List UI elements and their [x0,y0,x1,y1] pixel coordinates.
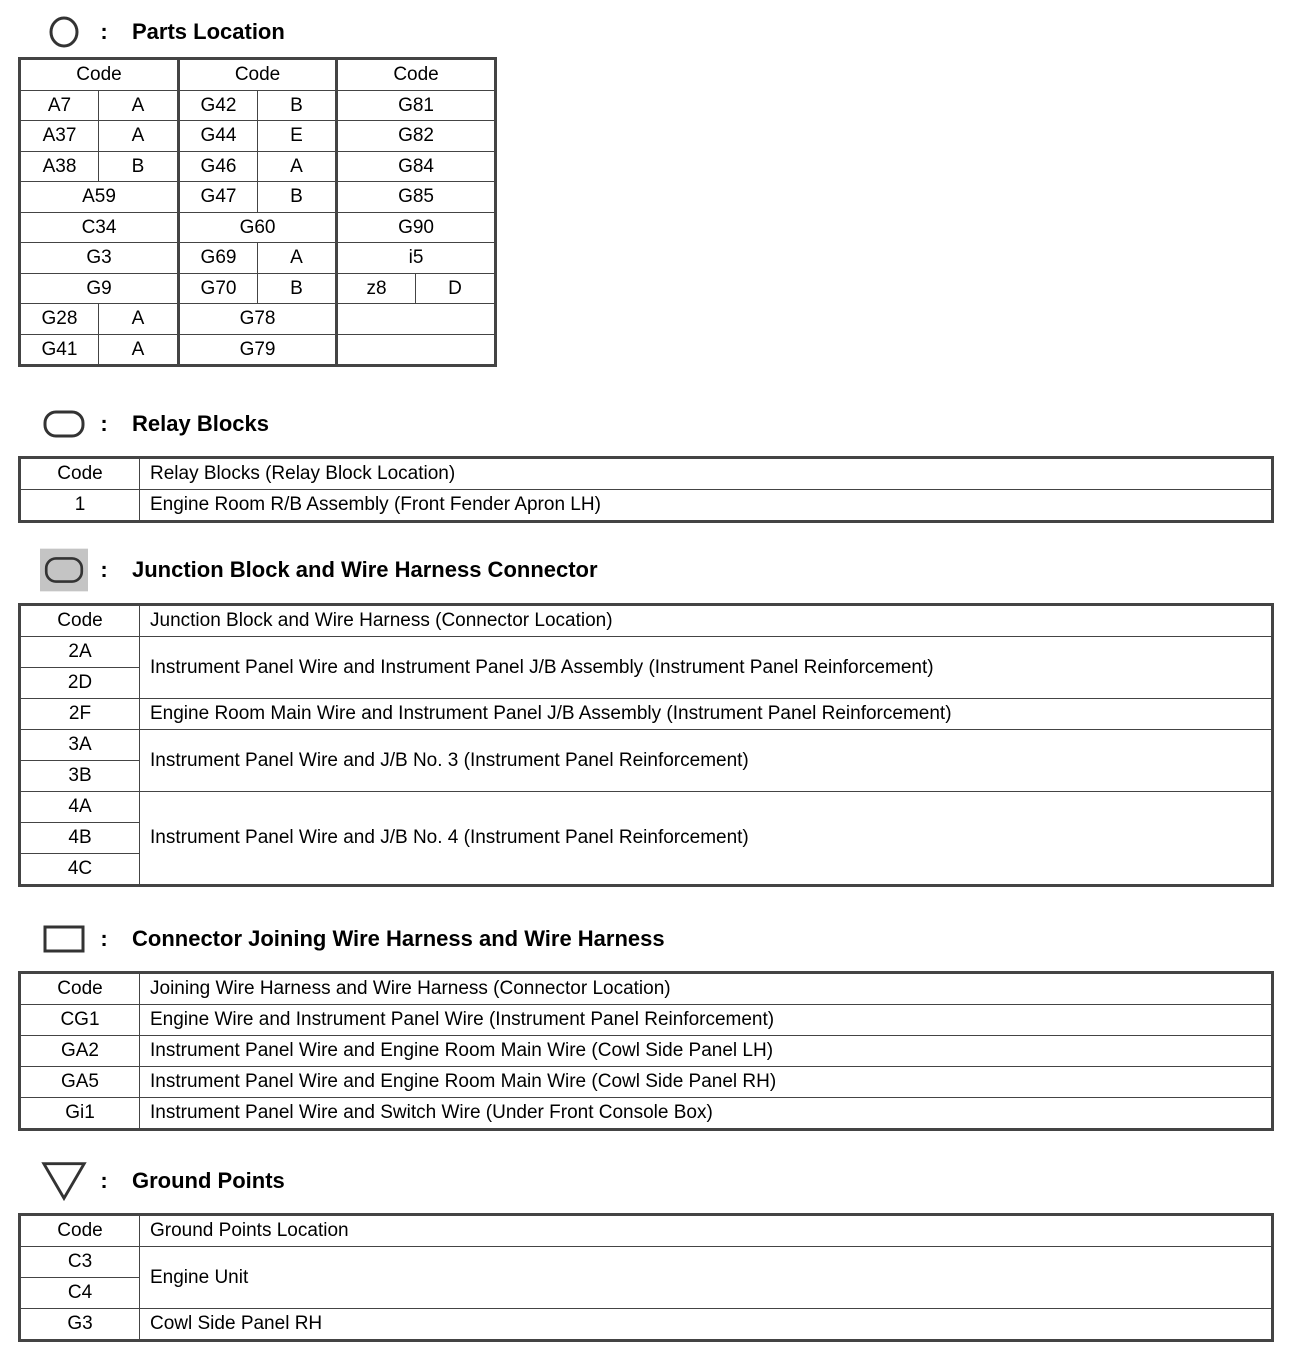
row-code: C3 [20,1247,140,1278]
part-location-letter: D [416,273,496,304]
table-header-row [20,973,1273,1005]
part-code: G90 [337,212,496,243]
part-code: G81 [337,90,496,121]
row-description: Instrument Panel Wire and Switch Wire (Under Front Console Box) [140,1098,1273,1130]
row-description: Instrument Panel Wire and J/B No. 4 (Instrument Panel Reinforcement) [140,792,1273,886]
part-code: G41 [20,334,99,366]
part-code [337,304,496,335]
column-header-code: Code [20,605,140,637]
part-location-letter: A [258,243,337,274]
section-title: Ground Points [132,1168,285,1193]
part-code: G28 [20,304,99,335]
part-location-letter: B [99,151,179,182]
row-code: 2A [20,637,140,668]
row-code: 3B [20,761,140,792]
table-row [20,121,496,152]
table-row [20,1309,1273,1341]
table-row [20,304,496,335]
table-row [20,792,1273,823]
column-header: Code [179,59,337,91]
part-code: G44 [179,121,258,152]
connector-joining-heading [40,919,665,959]
part-code: G70 [179,273,258,304]
table-row [20,90,496,121]
part-location-letter: A [258,151,337,182]
part-code: A7 [20,90,99,121]
part-code: G84 [337,151,496,182]
section-title: Junction Block and Wire Harness Connector [132,557,598,582]
column-header: Code [20,59,179,91]
table-row [20,1247,1273,1278]
part-code: G78 [179,304,337,335]
part-code: G9 [20,273,179,304]
part-code: G79 [179,334,337,366]
part-location-letter: A [99,90,179,121]
part-code: z8 [337,273,416,304]
section-title: Relay Blocks [132,411,269,436]
row-description: Instrument Panel Wire and Engine Room Main Wire (Cowl Side Panel LH) [140,1036,1273,1067]
column-header-code: Code [20,458,140,490]
row-code: GA5 [20,1067,140,1098]
part-location-letter: B [258,182,337,213]
table-header-row [20,59,496,91]
table-header-row [20,605,1273,637]
part-code: G3 [20,243,179,274]
part-location-letter: B [258,273,337,304]
section-title: Parts Location [132,19,285,44]
table-row [20,1036,1273,1067]
table-row [20,1067,1273,1098]
part-code: A38 [20,151,99,182]
heading-colon: : [100,926,108,951]
part-code: G60 [179,212,337,243]
row-description: Engine Unit [140,1247,1273,1309]
row-code: GA2 [20,1036,140,1067]
row-code: C4 [20,1278,140,1309]
parts-location-table [18,57,497,367]
circle-icon [40,12,88,52]
triangle-down-icon [40,1161,88,1201]
part-location-letter: A [99,304,179,335]
row-code: 4B [20,823,140,854]
part-code: A37 [20,121,99,152]
row-description: Instrument Panel Wire and Engine Room Main Wire (Cowl Side Panel RH) [140,1067,1273,1098]
table-row [20,212,496,243]
table-row [20,699,1273,730]
rounded-rect-icon [40,404,88,444]
table-row [20,151,496,182]
row-description: Engine Room R/B Assembly (Front Fender Apron LH) [140,490,1273,522]
table-row [20,273,496,304]
table-header-row [20,1215,1273,1247]
part-location-letter: B [258,90,337,121]
row-code: 2D [20,668,140,699]
row-description: Cowl Side Panel RH [140,1309,1273,1341]
table-row [20,490,1273,522]
row-code: G3 [20,1309,140,1341]
column-header-description: Relay Blocks (Relay Block Location) [140,458,1273,490]
table-row [20,243,496,274]
square-icon [40,919,88,959]
row-description: Instrument Panel Wire and J/B No. 3 (Instrument Panel Reinforcement) [140,730,1273,792]
part-code: G46 [179,151,258,182]
table-row [20,1098,1273,1130]
row-code: CG1 [20,1005,140,1036]
relay-blocks-table [18,456,1274,523]
part-code: G82 [337,121,496,152]
ground-points-heading [40,1161,285,1201]
relay-blocks-heading [40,404,269,444]
row-code: 2F [20,699,140,730]
column-header-description: Joining Wire Harness and Wire Harness (Connector Location) [140,973,1273,1005]
row-code: 4A [20,792,140,823]
part-code [337,334,496,366]
table-row [20,637,1273,668]
heading-colon: : [100,19,108,44]
column-header-description: Ground Points Location [140,1215,1273,1247]
shaded-rounded-rect-icon [40,550,88,590]
junction-block-table [18,603,1274,887]
column-header-code: Code [20,1215,140,1247]
row-code: 1 [20,490,140,522]
part-code: C34 [20,212,179,243]
heading-colon: : [100,411,108,436]
row-description: Engine Wire and Instrument Panel Wire (Instrument Panel Reinforcement) [140,1005,1273,1036]
section-title: Connector Joining Wire Harness and Wire Harness [132,926,665,951]
table-row [20,730,1273,761]
part-code: i5 [337,243,496,274]
row-description: Instrument Panel Wire and Instrument Panel J/B Assembly (Instrument Panel Reinforcement) [140,637,1273,699]
part-code: G42 [179,90,258,121]
row-code: 4C [20,854,140,886]
table-row [20,1005,1273,1036]
part-code: G69 [179,243,258,274]
part-code: G85 [337,182,496,213]
table-header-row [20,458,1273,490]
row-code: Gi1 [20,1098,140,1130]
ground-points-table [18,1213,1274,1342]
heading-colon: : [100,1168,108,1193]
part-location-letter: A [99,121,179,152]
column-header-description: Junction Block and Wire Harness (Connector Location) [140,605,1273,637]
column-header-code: Code [20,973,140,1005]
part-location-letter: E [258,121,337,152]
part-code: G47 [179,182,258,213]
part-code: A59 [20,182,179,213]
parts-location-heading [40,12,285,52]
junction-block-heading [40,550,598,590]
table-row [20,334,496,366]
part-location-letter: A [99,334,179,366]
connector-joining-table [18,971,1274,1131]
table-row [20,182,496,213]
heading-colon: : [100,557,108,582]
row-code: 3A [20,730,140,761]
row-description: Engine Room Main Wire and Instrument Panel J/B Assembly (Instrument Panel Reinforcement) [140,699,1273,730]
column-header: Code [337,59,496,91]
